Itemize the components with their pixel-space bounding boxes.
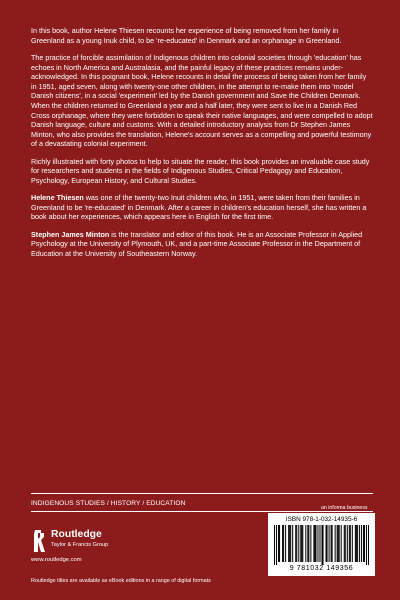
barcode-bar (355, 525, 356, 562)
barcode-bar (366, 525, 367, 565)
barcode-bar (305, 525, 306, 562)
publisher-group: Taylor & Francis Group (51, 542, 109, 548)
back-cover-blurb (31, 26, 373, 266)
divider-top (31, 493, 373, 494)
barcode-bar (292, 525, 293, 562)
informa-tagline: an informa business (321, 505, 368, 511)
barcode-bar (368, 525, 369, 565)
barcode-bar (313, 525, 314, 562)
barcode-bar (357, 525, 358, 562)
barcode-bar (298, 525, 299, 562)
barcode-bar (339, 525, 340, 562)
barcode-bar (323, 525, 324, 565)
barcode-bar (359, 525, 360, 562)
barcode-bar (276, 525, 277, 565)
barcode-bar (319, 525, 320, 562)
blurb-paragraph-1: In this book, author Helene Thiesen recounts her experience of being removed from her family in Greenland as a young Inuk child, to be 're-educated' in Denmark and an orphanage in Greenland. (31, 26, 342, 45)
barcode-bar (361, 525, 362, 562)
publisher-logo (31, 527, 141, 563)
barcode-bar (338, 525, 339, 562)
barcode-bar (310, 525, 311, 562)
barcode-bar (344, 525, 345, 562)
barcode-bar (345, 525, 346, 562)
barcode-bar (335, 525, 336, 562)
barcode-bar (283, 525, 284, 562)
barcode-bar (282, 525, 283, 562)
barcode-bar (332, 525, 333, 562)
barcode-bar (331, 525, 332, 562)
barcode-bar (349, 525, 350, 562)
author-bio-text: was one of the twenty-two Inuit children who, in 1951, were taken from their families in Greenland to be 're-educated' in Denmark. After a career in children's education herself, she has written a book about her experiences, which appears here in English for the first time. (31, 193, 367, 222)
barcode-bar (322, 525, 323, 565)
translator-bio-text: is the translator and editor of this book. He is an Associate Professor in Applied Psychology at the University of Plymouth, UK, and a part-time Associate Professor in the Department of Education at the University of Southeastern Norway. (31, 229, 363, 259)
barcode-bar (307, 525, 308, 562)
barcode-bar (352, 525, 353, 562)
blurb-paragraph-3: Richly illustrated with forty photos to help to situate the reader, this book provides an invaluable case study for researchers and students in the fields of Indigenous Studies, Critical Pedagogy and Education, Psychology, European History, and Cultural Studies. (31, 156, 370, 185)
barcode-bar (341, 525, 342, 562)
ebook-note: Routledge titles are available as eBook editions in a range of digital formats (31, 578, 211, 584)
isbn-label: ISBN 978-1-032-14935-6 (285, 516, 358, 523)
divider-bottom (31, 511, 373, 512)
barcode-bar (364, 525, 365, 562)
barcode-bar (337, 525, 338, 562)
author-name: Helene Thiesen (31, 193, 84, 203)
barcode-bar (296, 525, 297, 562)
barcode-bar (350, 525, 351, 562)
barcode-panel (268, 513, 375, 576)
blurb-paragraph-2: The practice of forcible assimilation of Indigenous children into colonial societies through 'education' has echoes in North America and Australasia, and the painful legacy of these practices remains under-acknowledged. In this poignant book, Helene recounts in detail the process of being taken from her family in 1951, aged seven, along with twenty-one other children, in the attempt to re-make them into 'model Danish citizens', in a social 'experiment' led by the Danish government and Save the Children Denmark. When the children returned to Greenland a year and a half later, they were sent to live in a Danish Red Cross orphanage, where they were forbidden to speak their native languages, and were compelled to adopt Danish language, culture and customs. With a detailed introductory analysis from Dr Stephen James Minton, who also provides the translation, Helene's account serves as a compelling and powerful testimony of a devastating colonial experiment. (31, 52, 373, 149)
barcode-bar (285, 525, 286, 562)
barcode-bar (356, 525, 357, 562)
publisher-name: Routledge (51, 529, 102, 540)
author-bio (31, 193, 373, 222)
barcode-bar (295, 525, 296, 562)
barcode-bar (279, 525, 280, 562)
barcode-bar (363, 525, 364, 562)
barcode-bar (317, 525, 318, 562)
barcode-bar (274, 525, 275, 565)
barcode-bar (302, 525, 303, 562)
barcode-bar (315, 525, 316, 562)
barcode-bar (288, 525, 289, 562)
translator-bio (31, 230, 373, 259)
barcode-bar (347, 525, 348, 562)
routledge-mark-icon (31, 528, 48, 554)
barcode-bar (329, 525, 330, 562)
barcode-bar (301, 525, 302, 562)
barcode-bar (278, 525, 279, 562)
barcode-bar (308, 525, 309, 562)
barcode-bar (289, 525, 290, 562)
barcode-icon (274, 525, 369, 565)
barcode-bar (300, 525, 301, 562)
publisher-url: www.routledge.com (31, 557, 82, 563)
barcode-bar (290, 525, 291, 562)
translator-name: Stephen James Minton (31, 229, 110, 239)
subject-categories: INDIGENOUS STUDIES / HISTORY / EDUCATION (31, 500, 186, 507)
barcode-digits: 9 781032 149356 (289, 565, 354, 572)
barcode-bar (326, 525, 327, 562)
barcode-bar (314, 525, 315, 562)
barcode-bar (327, 525, 328, 562)
